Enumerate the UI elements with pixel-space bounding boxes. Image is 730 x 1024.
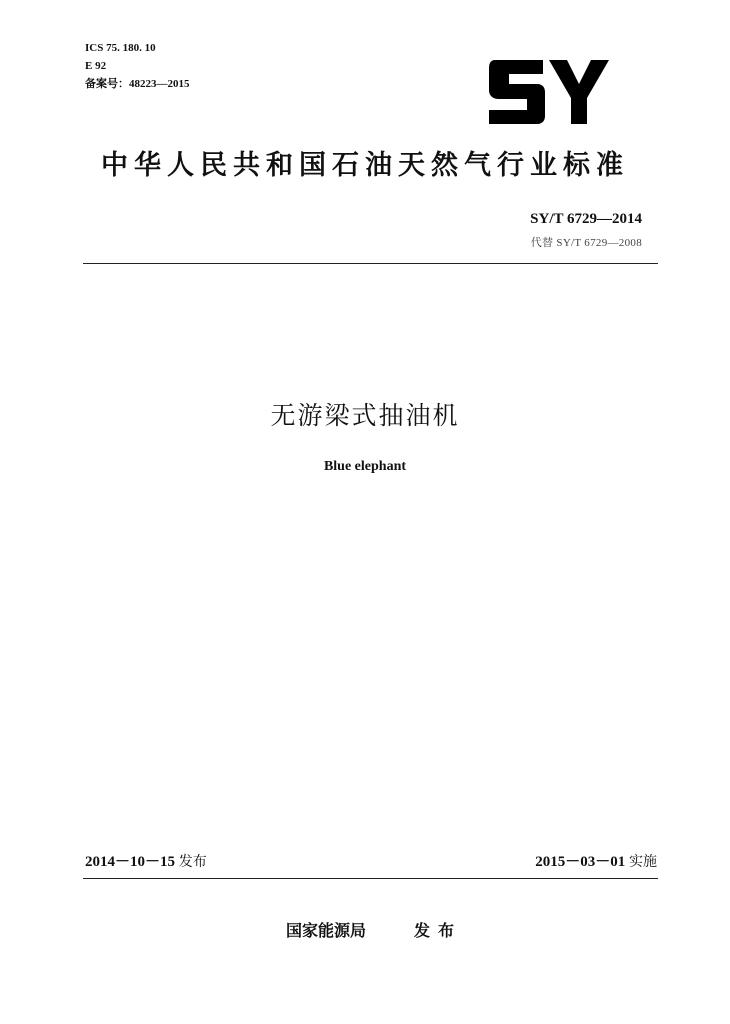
classification-code: E 92 bbox=[85, 60, 107, 72]
sy-logo bbox=[485, 56, 609, 126]
issuer-name: 国家能源局 bbox=[286, 921, 367, 940]
ics-code: ICS 75. 180. 10 bbox=[85, 42, 156, 54]
effective-date bbox=[535, 850, 657, 871]
issue-date bbox=[85, 850, 207, 871]
sy-logo-glyphs bbox=[489, 60, 609, 124]
document-subtitle: Blue elephant bbox=[323, 459, 407, 474]
replaces-standard: 代替 SY/T 6729—2008 bbox=[530, 237, 642, 249]
issuer-action: 发布 bbox=[414, 921, 463, 940]
issue-date-suffix: 发布 bbox=[178, 854, 207, 870]
issue-date-value: 2014－10－15 bbox=[85, 854, 176, 870]
record-number: 备案号：48223—2015 bbox=[85, 78, 190, 90]
document-title: 无游梁式抽油机 bbox=[270, 401, 460, 430]
effective-date-value: 2015－03－01 bbox=[535, 854, 626, 870]
bottom-divider bbox=[83, 878, 658, 879]
effective-date-suffix: 实施 bbox=[629, 854, 657, 870]
standard-number: SY/T 6729—2014 bbox=[530, 211, 642, 227]
top-divider bbox=[83, 263, 658, 264]
standard-category-title: 中华人民共和国石油天然气行业标准 bbox=[101, 150, 629, 181]
